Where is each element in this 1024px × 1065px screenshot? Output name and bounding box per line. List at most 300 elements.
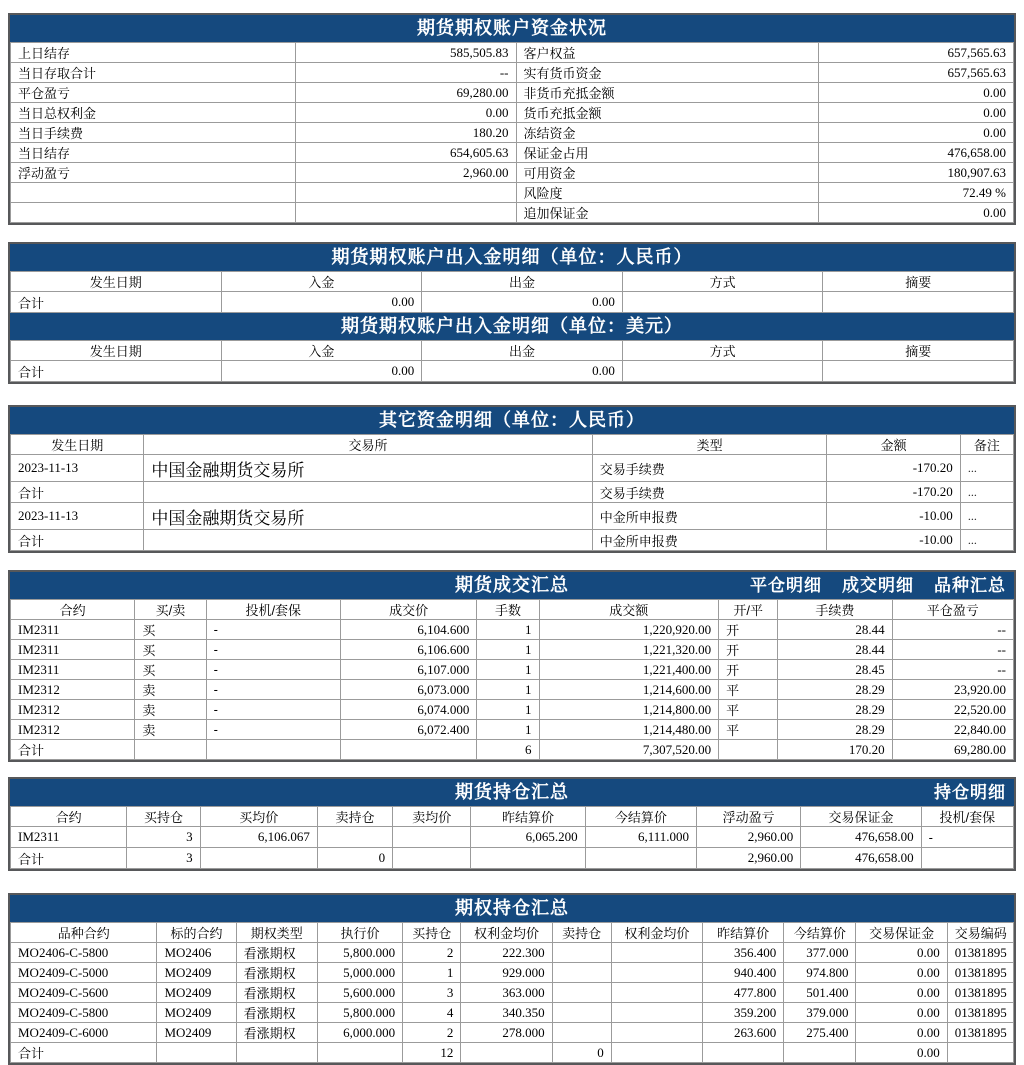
- column-header: 摘要: [823, 272, 1014, 292]
- table-row: [11, 83, 1014, 103]
- table-cell: MO2409: [157, 963, 236, 983]
- column-header: 发生日期: [11, 341, 222, 361]
- table-cell: 卖: [135, 680, 206, 700]
- column-header: 方式: [622, 341, 823, 361]
- table-row: [11, 720, 1014, 740]
- table-cell: [622, 292, 823, 313]
- table-cell: 实有货币资金: [516, 63, 819, 83]
- transfers-cny-table: [10, 271, 1014, 313]
- section-title-text: 期权持仓汇总: [455, 898, 569, 918]
- column-header: 类型: [592, 435, 827, 455]
- table-cell: [317, 1043, 402, 1063]
- table-cell: 3: [403, 983, 461, 1003]
- table-cell: -: [206, 660, 340, 680]
- table-cell: -10.00: [827, 530, 960, 551]
- table-cell: 477.800: [703, 983, 784, 1003]
- table-cell: 0.00: [819, 103, 1014, 123]
- column-header: 卖均价: [393, 807, 471, 827]
- table-row: [11, 43, 1014, 63]
- column-header: 合约: [11, 600, 135, 620]
- table-cell: 974.800: [784, 963, 856, 983]
- table-total-row: [11, 848, 1014, 869]
- table-cell: 28.44: [778, 620, 892, 640]
- table-cell: -: [206, 700, 340, 720]
- column-header: 开/平: [719, 600, 778, 620]
- column-header: 今结算价: [585, 807, 696, 827]
- table-row: [11, 680, 1014, 700]
- column-header: 出金: [422, 272, 623, 292]
- table-cell: 28.29: [778, 700, 892, 720]
- futures-trades-title: [10, 572, 1014, 599]
- table-cell: ...: [960, 482, 1013, 503]
- table-cell: 保证金占用: [516, 143, 819, 163]
- table-cell: MO2409-C-5000: [11, 963, 157, 983]
- table-cell: 3: [127, 848, 200, 869]
- column-header: 手续费: [778, 600, 892, 620]
- futures-trades-table: [10, 599, 1014, 760]
- table-cell: [611, 943, 702, 963]
- table-cell: IM2311: [11, 827, 127, 848]
- table-cell: 340.350: [461, 1003, 552, 1023]
- table-cell: 0.00: [819, 203, 1014, 223]
- table-cell: 6: [477, 740, 539, 760]
- table-cell: 看涨期权: [236, 1023, 317, 1043]
- table-cell: 379.000: [784, 1003, 856, 1023]
- table-cell: 0.00: [819, 83, 1014, 103]
- column-header: 交易保证金: [856, 923, 947, 943]
- table-cell: 0.00: [856, 1043, 947, 1063]
- table-cell: [295, 203, 516, 223]
- table-cell: 合计: [11, 482, 144, 503]
- table-cell: [611, 1023, 702, 1043]
- table-cell: [471, 848, 585, 869]
- table-cell: MO2409: [157, 983, 236, 1003]
- table-cell: -: [206, 720, 340, 740]
- column-header: 期权类型: [236, 923, 317, 943]
- table-row: [11, 1003, 1014, 1023]
- table-row: [11, 203, 1014, 223]
- table-cell: 当日存取合计: [11, 63, 296, 83]
- table-row: [11, 660, 1014, 680]
- transfers-cny-title: [10, 244, 1014, 271]
- table-cell: 180.20: [295, 123, 516, 143]
- column-header: 执行价: [317, 923, 402, 943]
- table-cell: 929.000: [461, 963, 552, 983]
- table-cell: 货币充抵金额: [516, 103, 819, 123]
- table-cell: 22,520.00: [892, 700, 1013, 720]
- table-cell: 585,505.83: [295, 43, 516, 63]
- table-cell: 180,907.63: [819, 163, 1014, 183]
- table-cell: IM2312: [11, 720, 135, 740]
- table-cell: 看涨期权: [236, 983, 317, 1003]
- table-cell: 0.00: [856, 983, 947, 1003]
- table-cell: 合计: [11, 530, 144, 551]
- table-cell: 1: [477, 700, 539, 720]
- column-header: 浮动盈亏: [697, 807, 801, 827]
- table-cell: 看涨期权: [236, 1003, 317, 1023]
- table-cell: [823, 292, 1014, 313]
- table-header-row: [11, 923, 1014, 943]
- table-cell: 0.00: [221, 292, 422, 313]
- table-cell: 0.00: [221, 361, 422, 382]
- table-cell: [611, 1003, 702, 1023]
- table-cell: 69,280.00: [892, 740, 1013, 760]
- table-cell: 5,800.000: [317, 1003, 402, 1023]
- table-cell: -: [206, 680, 340, 700]
- column-header: 合约: [11, 807, 127, 827]
- table-cell: 0.00: [422, 292, 623, 313]
- table-cell: 中金所申报费: [592, 503, 827, 530]
- table-cell: 上日结存: [11, 43, 296, 63]
- table-cell: 1: [477, 620, 539, 640]
- table-cell: [611, 983, 702, 1003]
- column-header: 金额: [827, 435, 960, 455]
- table-cell: [393, 848, 471, 869]
- table-cell: 222.300: [461, 943, 552, 963]
- table-cell: 359.200: [703, 1003, 784, 1023]
- column-header: 昨结算价: [703, 923, 784, 943]
- table-cell: 0.00: [856, 963, 947, 983]
- link-position-detail[interactable]: 持仓明细: [934, 783, 1006, 802]
- table-cell: 卖: [135, 700, 206, 720]
- table-cell: 当日结存: [11, 143, 296, 163]
- table-cell: 2023-11-13: [11, 455, 144, 482]
- column-header: 交易编码: [947, 923, 1013, 943]
- table-cell: [393, 827, 471, 848]
- table-cell: [144, 482, 592, 503]
- table-cell: [585, 848, 696, 869]
- table-row: [11, 143, 1014, 163]
- table-cell: 冻结资金: [516, 123, 819, 143]
- table-cell: 501.400: [784, 983, 856, 1003]
- table-cell: ...: [960, 530, 1013, 551]
- table-cell: 0: [552, 1043, 611, 1063]
- column-header: 摘要: [823, 341, 1014, 361]
- table-cell: 平仓盈亏: [11, 83, 296, 103]
- table-header-row: [11, 341, 1014, 361]
- table-cell: --: [892, 640, 1013, 660]
- table-cell: --: [892, 620, 1013, 640]
- table-cell: 6,111.000: [585, 827, 696, 848]
- table-cell: [921, 848, 1013, 869]
- column-header: 投机/套保: [921, 807, 1013, 827]
- table-cell: 6,000.000: [317, 1023, 402, 1043]
- table-cell: 476,658.00: [801, 827, 921, 848]
- table-cell: 可用资金: [516, 163, 819, 183]
- table-cell: IM2312: [11, 680, 135, 700]
- table-cell: 买: [135, 620, 206, 640]
- table-cell: [236, 1043, 317, 1063]
- table-cell: 交易手续费: [592, 455, 827, 482]
- table-cell: 6,106.600: [340, 640, 476, 660]
- table-cell: 卖: [135, 720, 206, 740]
- table-cell: 中国金融期货交易所: [144, 503, 592, 530]
- table-cell: 1,221,400.00: [539, 660, 719, 680]
- table-cell: [622, 361, 823, 382]
- section-title-text: 期货期权账户出入金明细（单位：人民币）: [331, 247, 693, 267]
- table-cell: 6,106.067: [200, 827, 317, 848]
- column-header: 方式: [622, 272, 823, 292]
- table-cell: 278.000: [461, 1023, 552, 1043]
- column-header: 交易保证金: [801, 807, 921, 827]
- table-cell: 4: [403, 1003, 461, 1023]
- section-title-text: 期货期权账户资金状况: [417, 18, 607, 38]
- table-cell: IM2312: [11, 700, 135, 720]
- table-cell: [719, 740, 778, 760]
- table-row: [11, 123, 1014, 143]
- table-header-row: [11, 807, 1014, 827]
- table-cell: [552, 943, 611, 963]
- table-cell: 657,565.63: [819, 43, 1014, 63]
- table-cell: MO2409-C-5800: [11, 1003, 157, 1023]
- column-header: 平仓盈亏: [892, 600, 1013, 620]
- table-cell: 客户权益: [516, 43, 819, 63]
- table-cell: ...: [960, 503, 1013, 530]
- table-cell: [552, 983, 611, 1003]
- table-cell: [11, 183, 296, 203]
- table-row: [11, 620, 1014, 640]
- table-cell: 5,600.000: [317, 983, 402, 1003]
- table-cell: -10.00: [827, 503, 960, 530]
- table-cell: IM2311: [11, 640, 135, 660]
- table-cell: 合计: [11, 292, 222, 313]
- table-cell: [703, 1043, 784, 1063]
- table-header-row: [11, 272, 1014, 292]
- table-cell: 7,307,520.00: [539, 740, 719, 760]
- table-row: [11, 640, 1014, 660]
- table-cell: 01381895: [947, 1003, 1013, 1023]
- table-cell: 5,000.000: [317, 963, 402, 983]
- table-cell: 2023-11-13: [11, 503, 144, 530]
- table-row: [11, 163, 1014, 183]
- link-close-detail[interactable]: 平仓明细: [750, 576, 822, 595]
- table-cell: 275.400: [784, 1023, 856, 1043]
- table-cell: 合计: [11, 740, 135, 760]
- column-header: 卖持仓: [317, 807, 392, 827]
- table-cell: 1: [477, 640, 539, 660]
- table-cell: 5,800.000: [317, 943, 402, 963]
- table-cell: 170.20: [778, 740, 892, 760]
- table-cell: 476,658.00: [819, 143, 1014, 163]
- table-cell: 654,605.63: [295, 143, 516, 163]
- column-header: 入金: [221, 341, 422, 361]
- futures-positions-title: [10, 779, 1014, 806]
- table-cell: 01381895: [947, 983, 1013, 1003]
- table-header-row: [11, 600, 1014, 620]
- table-cell: 28.45: [778, 660, 892, 680]
- column-header: 卖持仓: [552, 923, 611, 943]
- table-cell: 2: [403, 1023, 461, 1043]
- options-positions-table: [10, 922, 1014, 1063]
- table-cell: 1,220,920.00: [539, 620, 719, 640]
- section-options-positions: [8, 893, 1016, 1065]
- column-header: 权利金均价: [461, 923, 552, 943]
- section-title-text: 期货成交汇总: [455, 575, 569, 595]
- column-header: 备注: [960, 435, 1013, 455]
- table-cell: 1,214,480.00: [539, 720, 719, 740]
- link-trade-detail[interactable]: 成交明细: [842, 576, 914, 595]
- futures-positions-table: [10, 806, 1014, 869]
- column-header: 发生日期: [11, 272, 222, 292]
- table-cell: 2: [403, 943, 461, 963]
- section-title-text: 期货期权账户出入金明细（单位：美元）: [341, 316, 683, 336]
- table-row: [11, 292, 1014, 313]
- table-cell: 当日总权利金: [11, 103, 296, 123]
- table-cell: 风险度: [516, 183, 819, 203]
- options-positions-title: [10, 895, 1014, 922]
- table-cell: --: [892, 660, 1013, 680]
- table-cell: [947, 1043, 1013, 1063]
- table-cell: 940.400: [703, 963, 784, 983]
- table-cell: [317, 827, 392, 848]
- table-cell: 72.49 %: [819, 183, 1014, 203]
- title-link-group: [750, 572, 1006, 599]
- table-row: [11, 700, 1014, 720]
- table-cell: 交易手续费: [592, 482, 827, 503]
- table-cell: 1,214,600.00: [539, 680, 719, 700]
- table-cell: --: [295, 63, 516, 83]
- table-cell: 开: [719, 640, 778, 660]
- table-cell: 中金所申报费: [592, 530, 827, 551]
- table-cell: 买: [135, 640, 206, 660]
- table-cell: 01381895: [947, 943, 1013, 963]
- table-cell: -: [921, 827, 1013, 848]
- table-row: [11, 63, 1014, 83]
- table-cell: 0.00: [819, 123, 1014, 143]
- table-cell: 28.29: [778, 720, 892, 740]
- table-cell: 22,840.00: [892, 720, 1013, 740]
- section-title-text: 其它资金明细（单位：人民币）: [379, 410, 645, 430]
- column-header: 昨结算价: [471, 807, 585, 827]
- table-cell: 平: [719, 700, 778, 720]
- funds-status-title: [10, 15, 1014, 42]
- link-product-summary[interactable]: 品种汇总: [934, 576, 1006, 595]
- table-cell: 开: [719, 620, 778, 640]
- table-cell: 657,565.63: [819, 63, 1014, 83]
- table-cell: -170.20: [827, 482, 960, 503]
- table-cell: -: [206, 640, 340, 660]
- table-cell: [552, 1003, 611, 1023]
- section-futures-positions: [8, 777, 1016, 871]
- table-cell: 1,214,800.00: [539, 700, 719, 720]
- table-cell: 1: [477, 680, 539, 700]
- transfers-usd-title: [10, 313, 1014, 340]
- table-cell: 263.600: [703, 1023, 784, 1043]
- table-row: [11, 827, 1014, 848]
- table-cell: 6,072.400: [340, 720, 476, 740]
- column-header: 买持仓: [127, 807, 200, 827]
- table-cell: MO2409-C-6000: [11, 1023, 157, 1043]
- table-row: [11, 983, 1014, 1003]
- table-cell: 6,107.000: [340, 660, 476, 680]
- section-futures-trades: [8, 570, 1016, 762]
- section-title-text: 期货持仓汇总: [455, 782, 569, 802]
- table-cell: MO2406: [157, 943, 236, 963]
- table-cell: MO2409-C-5600: [11, 983, 157, 1003]
- table-cell: 3: [127, 827, 200, 848]
- table-row: [11, 103, 1014, 123]
- table-cell: 当日手续费: [11, 123, 296, 143]
- table-cell: 开: [719, 660, 778, 680]
- table-cell: 0.00: [422, 361, 623, 382]
- table-cell: 12: [403, 1043, 461, 1063]
- column-header: 品种合约: [11, 923, 157, 943]
- table-cell: 非货币充抵金额: [516, 83, 819, 103]
- table-cell: [611, 963, 702, 983]
- table-cell: [157, 1043, 236, 1063]
- table-cell: 6,065.200: [471, 827, 585, 848]
- table-cell: 浮动盈亏: [11, 163, 296, 183]
- table-cell: 363.000: [461, 983, 552, 1003]
- table-cell: MO2406-C-5800: [11, 943, 157, 963]
- table-row: [11, 963, 1014, 983]
- column-header: 入金: [221, 272, 422, 292]
- table-cell: 追加保证金: [516, 203, 819, 223]
- table-cell: [206, 740, 340, 760]
- column-header: 标的合约: [157, 923, 236, 943]
- table-cell: 6,073.000: [340, 680, 476, 700]
- table-cell: 6,074.000: [340, 700, 476, 720]
- transfers-usd-table: [10, 340, 1014, 382]
- table-cell: [135, 740, 206, 760]
- column-header: 买均价: [200, 807, 317, 827]
- table-cell: [11, 203, 296, 223]
- table-cell: -: [206, 620, 340, 640]
- table-cell: 中国金融期货交易所: [144, 455, 592, 482]
- column-header: 手数: [477, 600, 539, 620]
- column-header: 今结算价: [784, 923, 856, 943]
- table-cell: 1: [403, 963, 461, 983]
- table-cell: [295, 183, 516, 203]
- section-transfers: [8, 242, 1016, 384]
- table-cell: 看涨期权: [236, 943, 317, 963]
- column-header: 投机/套保: [206, 600, 340, 620]
- table-cell: 2,960.00: [295, 163, 516, 183]
- table-cell: 23,920.00: [892, 680, 1013, 700]
- section-funds-status: [8, 13, 1016, 225]
- table-cell: 0.00: [295, 103, 516, 123]
- table-cell: IM2311: [11, 620, 135, 640]
- table-cell: 平: [719, 680, 778, 700]
- table-cell: 28.44: [778, 640, 892, 660]
- table-cell: 377.000: [784, 943, 856, 963]
- table-cell: 合计: [11, 1043, 157, 1063]
- table-row: [11, 530, 1014, 551]
- title-link-group: [934, 779, 1006, 806]
- column-header: 权利金均价: [611, 923, 702, 943]
- table-cell: 0.00: [856, 1023, 947, 1043]
- table-row: [11, 1023, 1014, 1043]
- table-cell: 1: [477, 660, 539, 680]
- table-cell: MO2409: [157, 1023, 236, 1043]
- table-cell: 看涨期权: [236, 963, 317, 983]
- other-funds-table: [10, 434, 1014, 551]
- table-cell: [552, 1023, 611, 1043]
- table-cell: 合计: [11, 848, 127, 869]
- table-row: [11, 455, 1014, 482]
- table-cell: 476,658.00: [801, 848, 921, 869]
- table-cell: [144, 530, 592, 551]
- table-cell: -170.20: [827, 455, 960, 482]
- table-cell: 1: [477, 720, 539, 740]
- table-cell: 1,221,320.00: [539, 640, 719, 660]
- section-other-funds: [8, 405, 1016, 553]
- table-cell: [461, 1043, 552, 1063]
- table-cell: 69,280.00: [295, 83, 516, 103]
- table-total-row: [11, 1043, 1014, 1063]
- table-row: [11, 503, 1014, 530]
- table-cell: 2,960.00: [697, 848, 801, 869]
